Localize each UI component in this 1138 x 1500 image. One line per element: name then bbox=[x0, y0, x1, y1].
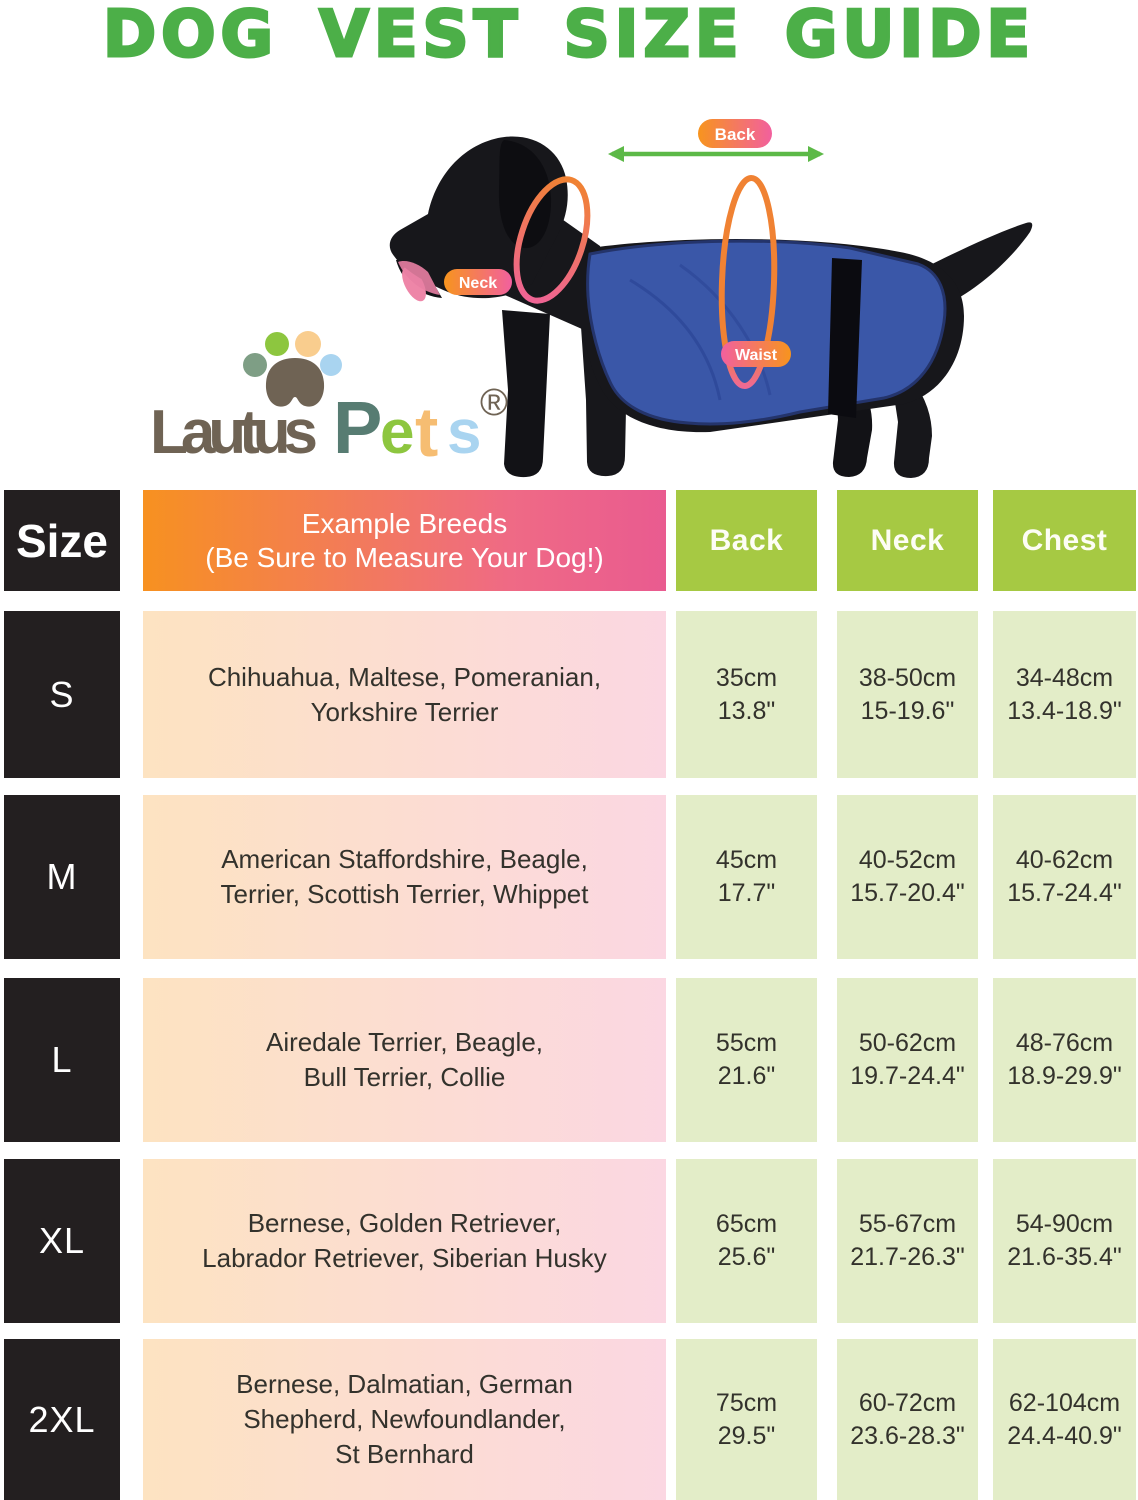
value-in: 21.7-26.3" bbox=[850, 1243, 965, 1271]
value-in: 24.4-40.9" bbox=[1007, 1421, 1122, 1450]
row-xl-chest bbox=[993, 1159, 1136, 1323]
breeds-line: Airedale Terrier, Beagle, bbox=[265, 1027, 543, 1057]
svg-text:P: P bbox=[333, 386, 383, 468]
value-cm: 50-62cm bbox=[858, 1029, 957, 1057]
brand-logo-svg bbox=[150, 318, 530, 468]
row-l-back bbox=[676, 978, 817, 1142]
breeds-line: Bernese, Golden Retriever, bbox=[247, 1208, 562, 1238]
row-2xl-breeds bbox=[143, 1339, 666, 1500]
value-cm: 40-62cm bbox=[1015, 846, 1114, 874]
header-back: Back bbox=[676, 490, 817, 591]
value-in: 15.7-24.4" bbox=[1007, 879, 1122, 907]
svg-text:t: t bbox=[415, 393, 439, 468]
brand-name-lautus: Lautus bbox=[150, 398, 318, 467]
breeds-line: Labrador Retriever, Siberian Husky bbox=[202, 1243, 607, 1273]
value-in: 19.7-24.4" bbox=[850, 1062, 965, 1090]
header-breeds-line2: (Be Sure to Measure Your Dog!) bbox=[205, 541, 604, 573]
page-title: DOG VEST SIZE GUIDE bbox=[102, 0, 1036, 72]
value-cm: 62-104cm bbox=[1008, 1388, 1121, 1417]
brand-name-pets bbox=[333, 386, 481, 468]
breeds-line: Bull Terrier, Collie bbox=[303, 1062, 506, 1092]
value-cm: 35cm bbox=[715, 663, 778, 692]
breeds-line: St Bernhard bbox=[335, 1439, 474, 1469]
breeds-line: American Staffordshire, Beagle, bbox=[221, 844, 588, 874]
value-in: 17.7" bbox=[717, 879, 776, 907]
value-in: 15.7-20.4" bbox=[850, 879, 965, 907]
row-s-back bbox=[676, 611, 817, 778]
row-xl-size: XL bbox=[4, 1159, 120, 1323]
row-l-chest bbox=[993, 978, 1136, 1142]
row-2xl-size: 2XL bbox=[4, 1339, 120, 1500]
row-m-chest bbox=[993, 795, 1136, 959]
row-l-neck bbox=[837, 978, 978, 1142]
neck-label-pill bbox=[444, 269, 512, 295]
breeds-line: Yorkshire Terrier bbox=[310, 696, 499, 727]
value-cm: 75cm bbox=[715, 1388, 778, 1417]
row-xl-back bbox=[676, 1159, 817, 1323]
value-cm: 38-50cm bbox=[858, 663, 957, 692]
header-size: Size bbox=[4, 490, 120, 591]
paw-print-icon bbox=[243, 331, 342, 407]
svg-text:s: s bbox=[447, 398, 482, 467]
value-in: 18.9-29.9" bbox=[1007, 1062, 1122, 1090]
value-cm: 48-76cm bbox=[1015, 1029, 1114, 1057]
row-2xl-neck bbox=[837, 1339, 978, 1500]
value-in: 23.6-28.3" bbox=[850, 1421, 965, 1450]
row-2xl-chest bbox=[993, 1339, 1136, 1500]
breeds-line: Chihuahua, Maltese, Pomeranian, bbox=[207, 661, 602, 692]
row-xl-neck bbox=[837, 1159, 978, 1323]
registered-trademark-symbol: ® bbox=[480, 382, 508, 424]
header-breeds-line1: Example Breeds bbox=[301, 507, 508, 539]
vest-strap bbox=[828, 258, 862, 418]
row-s-neck bbox=[837, 611, 978, 778]
value-in: 13.8" bbox=[717, 696, 776, 725]
value-cm: 34-48cm bbox=[1015, 663, 1114, 692]
row-2xl-back bbox=[676, 1339, 817, 1500]
row-m-size: M bbox=[4, 795, 120, 959]
size-table bbox=[0, 490, 1138, 1500]
value-in: 25.6" bbox=[717, 1243, 776, 1271]
header-chest: Chest bbox=[993, 490, 1136, 591]
value-in: 13.4-18.9" bbox=[1007, 696, 1122, 725]
row-xl-breeds bbox=[143, 1159, 666, 1323]
breeds-line: Bernese, Dalmatian, German bbox=[236, 1369, 573, 1399]
row-s-size: S bbox=[4, 611, 120, 778]
row-m-breeds bbox=[143, 795, 666, 959]
value-cm: 55cm bbox=[715, 1029, 778, 1057]
value-in: 15-19.6" bbox=[860, 696, 955, 725]
neck-label: Neck bbox=[458, 275, 498, 292]
breeds-line: Shepherd, Newfoundlander, bbox=[243, 1404, 566, 1434]
row-s-breeds bbox=[143, 611, 666, 778]
svg-text:e: e bbox=[380, 398, 415, 467]
value-in: 21.6-35.4" bbox=[1007, 1243, 1122, 1271]
value-in: 21.6" bbox=[717, 1062, 776, 1090]
value-cm: 54-90cm bbox=[1015, 1210, 1114, 1238]
value-cm: 60-72cm bbox=[858, 1388, 957, 1417]
row-m-neck bbox=[837, 795, 978, 959]
back-measure-arrow bbox=[608, 146, 824, 162]
value-cm: 45cm bbox=[715, 846, 778, 874]
header-breeds bbox=[143, 490, 666, 591]
header-neck: Neck bbox=[837, 490, 978, 591]
back-label: Back bbox=[714, 125, 756, 144]
row-l-size: L bbox=[4, 978, 120, 1142]
value-in: 29.5" bbox=[717, 1421, 776, 1450]
breeds-line: Terrier, Scottish Terrier, Whippet bbox=[220, 879, 589, 909]
back-label-pill bbox=[698, 119, 772, 148]
value-cm: 40-52cm bbox=[858, 846, 957, 874]
row-l-breeds bbox=[143, 978, 666, 1142]
row-m-back bbox=[676, 795, 817, 959]
waist-label-pill bbox=[721, 341, 791, 367]
brand-logo bbox=[150, 318, 530, 468]
value-cm: 65cm bbox=[715, 1210, 778, 1238]
row-s-chest bbox=[993, 611, 1136, 778]
value-cm: 55-67cm bbox=[858, 1210, 957, 1238]
waist-label: Waist bbox=[734, 347, 778, 364]
